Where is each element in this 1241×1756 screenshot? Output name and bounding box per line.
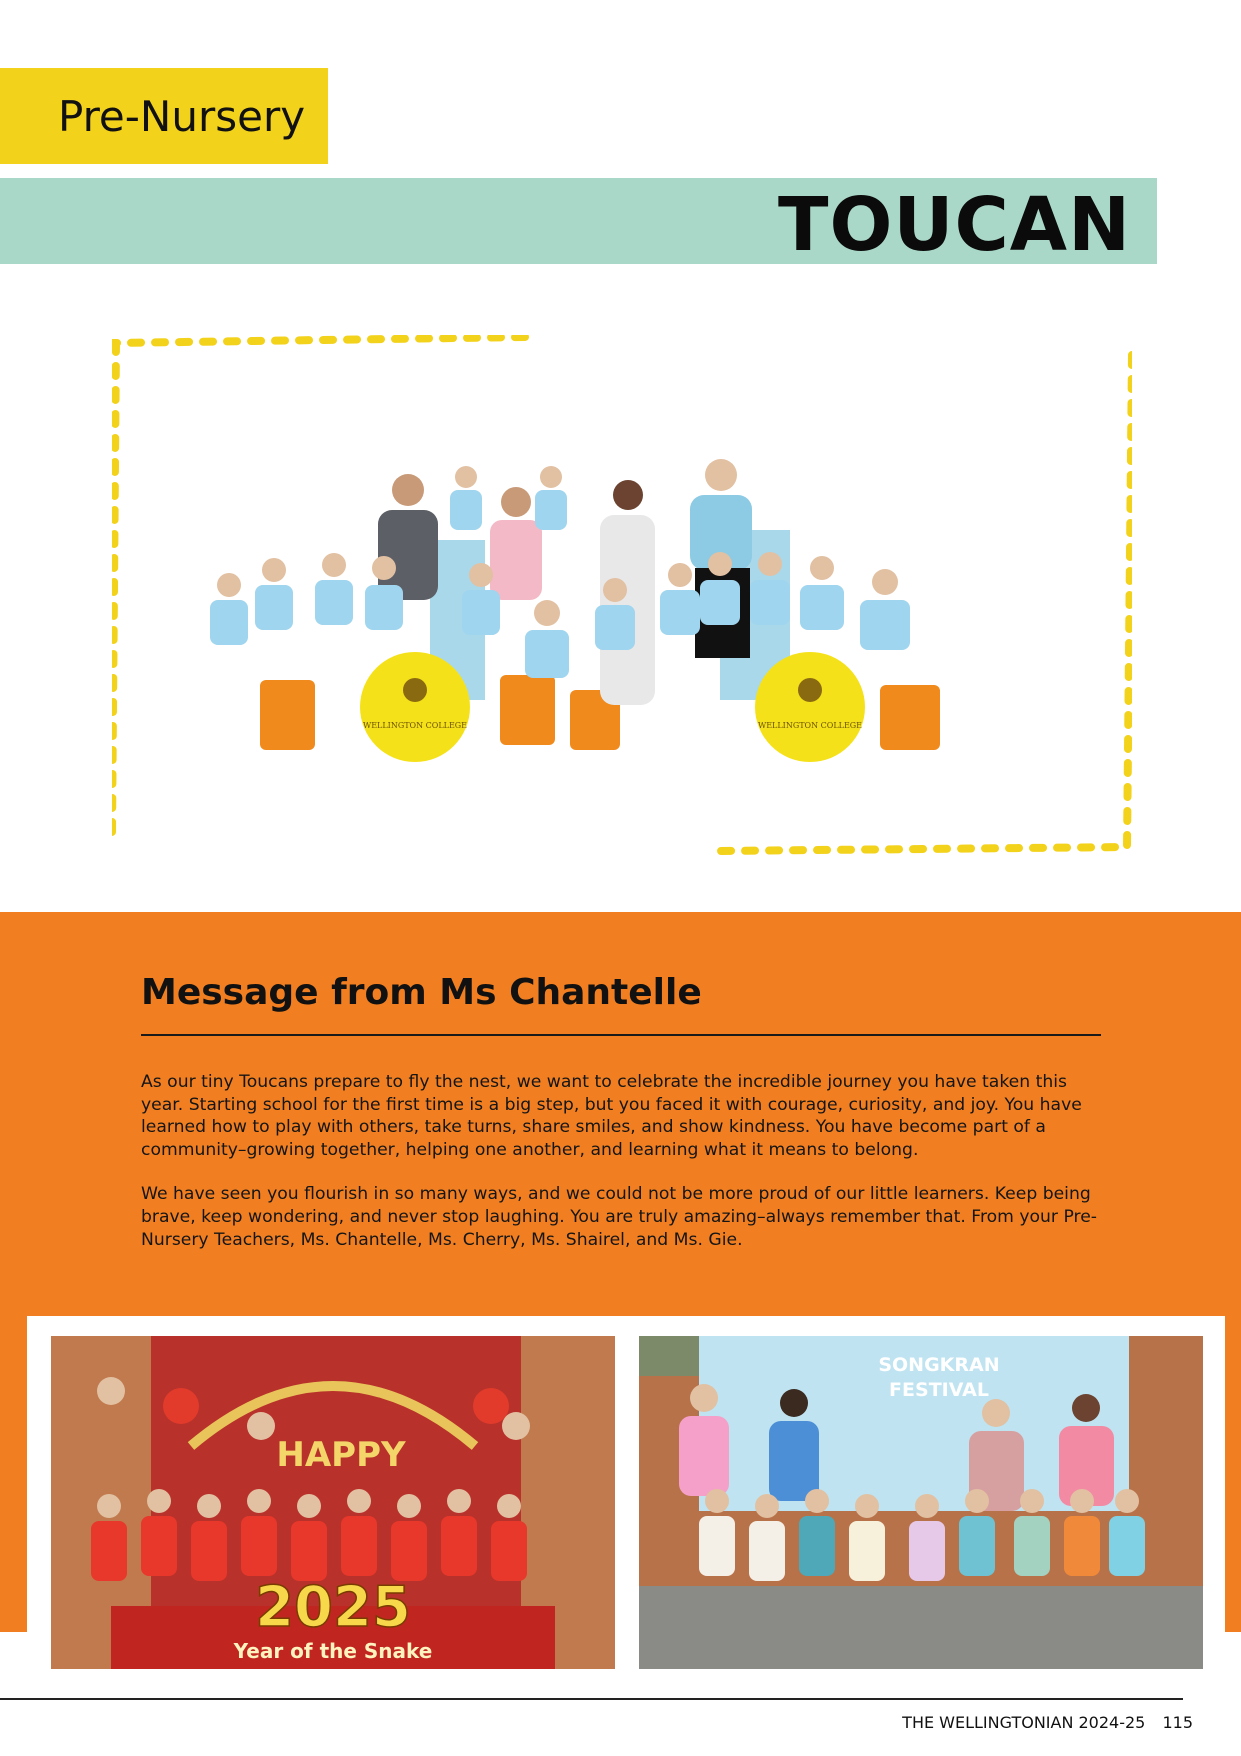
- sign-text-2: WELLINGTON COLLEGE: [757, 721, 863, 730]
- publication-title: THE WELLINGTONIAN 2024-25: [902, 1713, 1146, 1732]
- page-number: 115: [1162, 1713, 1193, 1732]
- cny-caption-text: Year of the Snake: [233, 1639, 433, 1663]
- section-tag-label: Pre-Nursery: [58, 91, 306, 141]
- message-body: [141, 1071, 1101, 1273]
- class-banner: [0, 178, 1157, 268]
- songkran-title-1: SONGKRAN: [878, 1354, 1000, 1376]
- chinese-new-year-photo: [51, 1336, 615, 1669]
- class-group-photo: [200, 450, 1040, 780]
- message-divider: [141, 1034, 1101, 1036]
- sign-text-1: WELLINGTON COLLEGE: [362, 721, 468, 730]
- cny-banner-text: HAPPY: [276, 1435, 406, 1475]
- footer-divider: [0, 1698, 1183, 1700]
- message-paragraph: We have seen you flourish in so many ways, and we could not be more proud of our little learners. Keep being brave, keep wondering, and never stop laughing. You are truly amazing–always remember that. From your Pre-Nursery Teachers, Ms. Chantelle, Ms. Cherry, Ms. Shairel, and Ms. Gie.: [141, 1184, 1097, 1250]
- songkran-festival-photo: [639, 1336, 1203, 1669]
- cny-year-text: 2025: [255, 1575, 411, 1640]
- class-title: TOUCAN: [778, 182, 1131, 268]
- page-footer: [902, 1713, 1193, 1732]
- message-paragraph: As our tiny Toucans prepare to fly the nest, we want to celebrate the incredible journey you have taken this year. Starting school for the first time is a big step, but you faced it with courage, curiosity, and joy. You have learned how to play with others, take turns, share smiles, and show kindness. You have become part of a community–growing together, helping one another, and learning what it means to belong.: [141, 1072, 1082, 1160]
- songkran-title-2: FESTIVAL: [889, 1379, 989, 1401]
- section-tag: [0, 68, 328, 164]
- message-title: Message from Ms Chantelle: [141, 972, 702, 1013]
